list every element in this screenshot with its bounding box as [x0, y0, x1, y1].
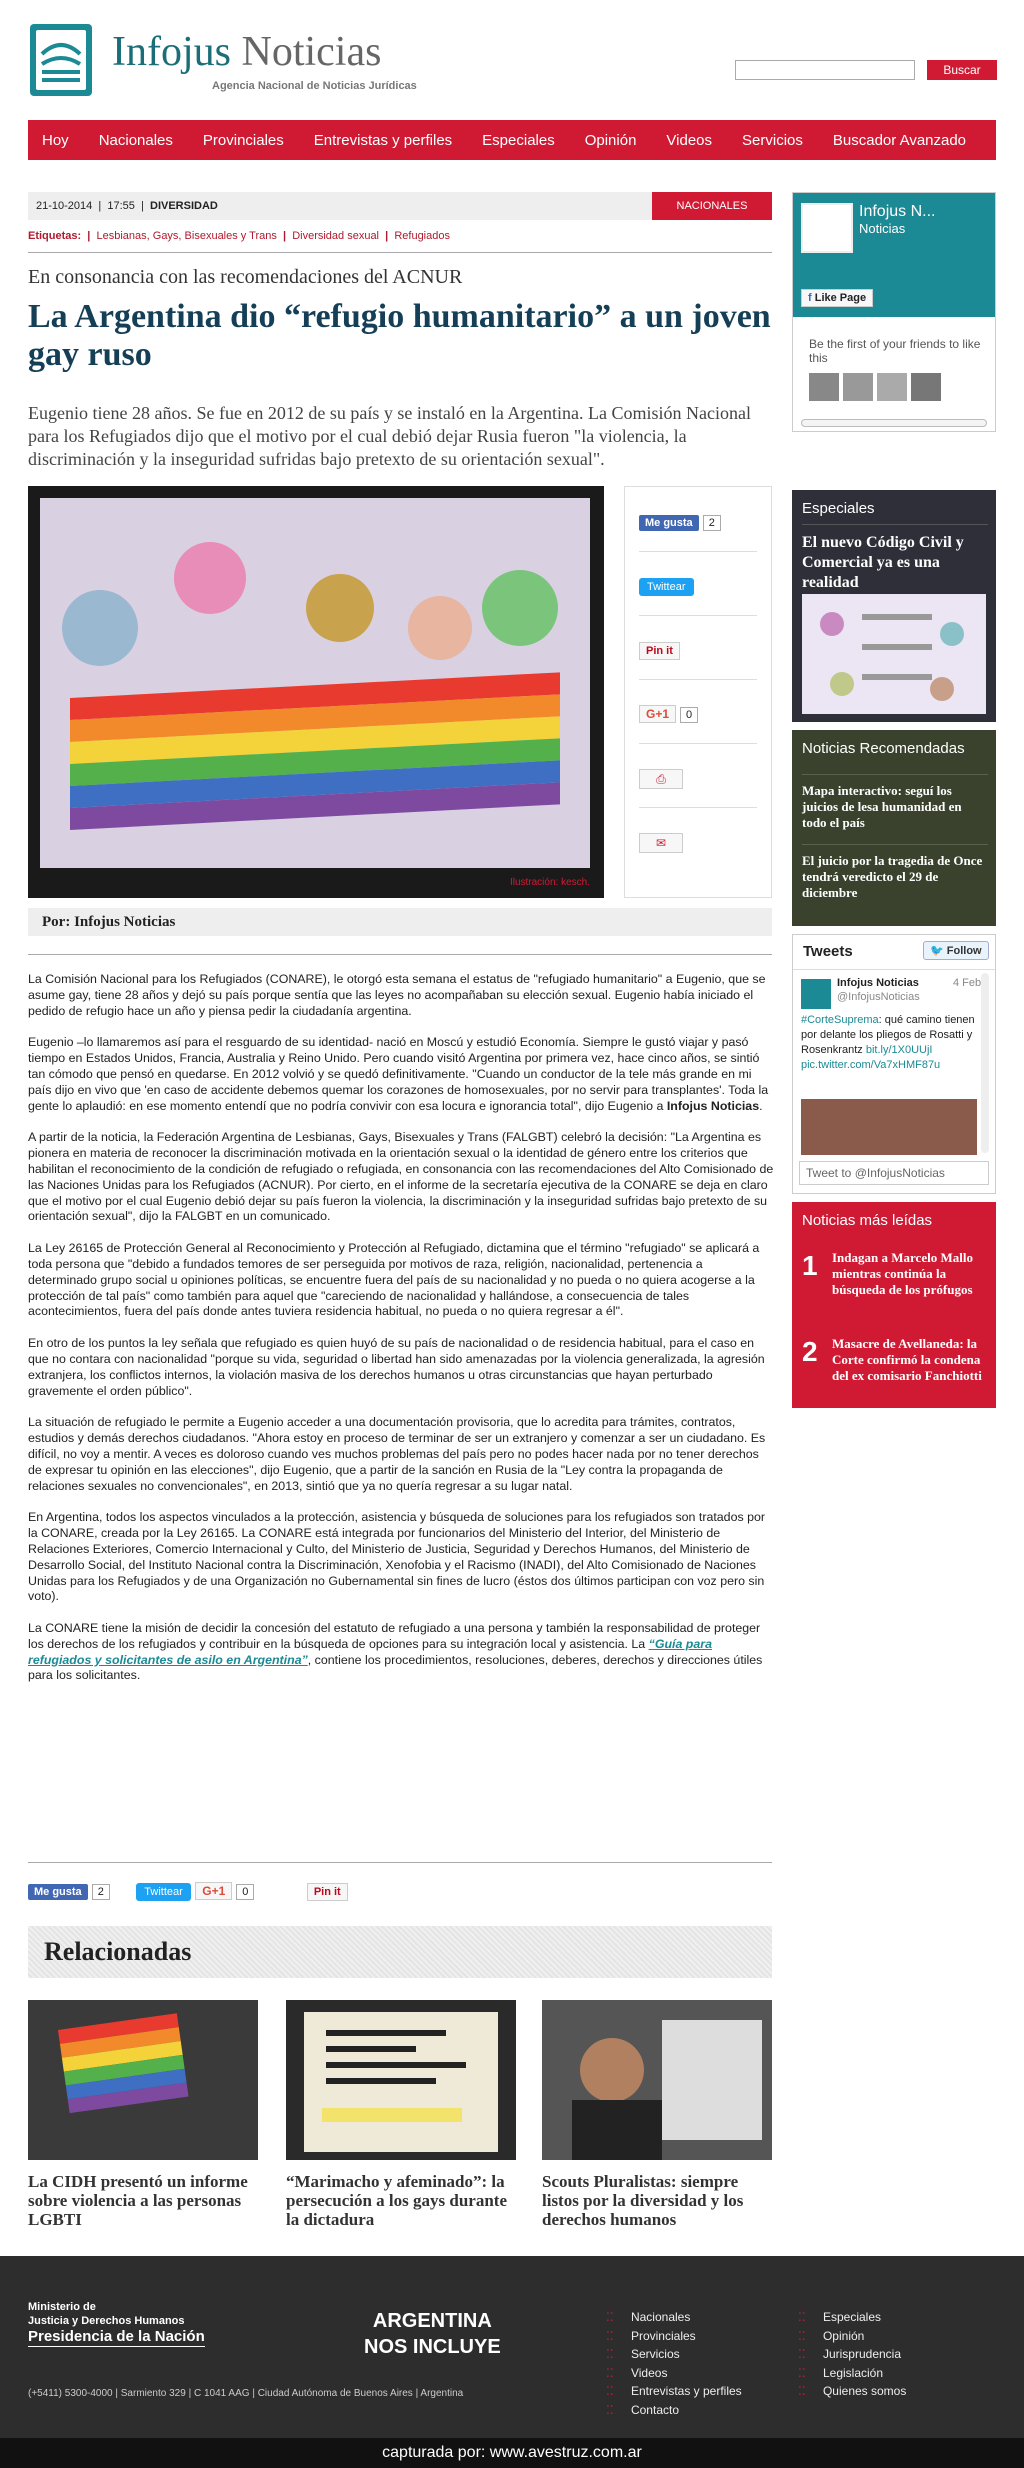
- section-button[interactable]: NACIONALES: [652, 192, 772, 220]
- like-count: 2: [703, 515, 721, 531]
- divider: [639, 743, 757, 744]
- email-icon[interactable]: ✉: [639, 833, 683, 853]
- masleidas-link[interactable]: Indagan a Marcelo Mallo mientras continúa la búsqueda de los prófugos: [832, 1250, 973, 1297]
- nav-item-opinion[interactable]: Opinión: [584, 131, 637, 149]
- article-meta-bar: 21-10-2014 | 17:55 | DIVERSIDAD: [28, 192, 772, 220]
- rank-number: 2: [802, 1336, 818, 1367]
- tweets-scrollbar[interactable]: [981, 973, 989, 1153]
- gplus-button[interactable]: G+1: [639, 705, 676, 723]
- nav-item-nacionales[interactable]: Nacionales: [98, 131, 173, 149]
- footer-link[interactable]: ⁚⁚ Legislación: [798, 2364, 906, 2383]
- rank-number: 1: [802, 1250, 818, 1281]
- avatar[interactable]: [877, 373, 907, 401]
- recomendadas-title: Noticias Recomendadas: [802, 740, 965, 757]
- related-title: Relacionadas: [28, 1926, 772, 1978]
- facebook-cover: [793, 193, 995, 317]
- fb-like-label: Like Page: [814, 292, 867, 304]
- body-paragraph: [28, 1621, 774, 1684]
- tag-link[interactable]: Refugiados: [394, 230, 450, 242]
- footer-link[interactable]: ⁚⁚ Entrevistas y perfiles: [606, 2382, 742, 2401]
- nav-item-provinciales[interactable]: Provinciales: [202, 131, 284, 149]
- body-paragraph: En otro de los puntos la ley señala que refugiado es quien huyó de su país de nacionalidad o de residencia habitual, para el caso en que no contara con nacionalidad "porque su vida, seguridad o libertad han sido amenazadas por la violencia generalizada, la agresión extranjera, los conflictos internos, la violación masiva de los derechos humanos u otras circunstancias que hayan perturbado gravemente el orden público".: [28, 1336, 765, 1398]
- fb-page-subname: Noticias: [859, 221, 906, 236]
- gplus-count: 0: [236, 1884, 254, 1900]
- tweet-author[interactable]: Infojus Noticias: [837, 977, 919, 989]
- fb-page-name[interactable]: Infojus N...: [859, 203, 936, 220]
- recomendada-link[interactable]: Mapa interactivo: seguí los juicios de lesa humanidad en todo el país: [802, 774, 988, 831]
- nav-item-hoy[interactable]: Hoy: [42, 131, 69, 149]
- tweet-button[interactable]: Twittear: [639, 578, 694, 596]
- footer-link[interactable]: ⁚⁚ Provinciales: [606, 2327, 742, 2346]
- article-body: [28, 972, 774, 1700]
- nav-item-servicios[interactable]: Servicios: [742, 131, 803, 149]
- avatar[interactable]: [843, 373, 873, 401]
- tweet-text: [801, 1013, 977, 1073]
- fb-friend-avatars: [809, 373, 941, 401]
- related-title-link[interactable]: La CIDH presentó un informe sobre violencia a las personas LGBTI: [28, 2172, 248, 2229]
- divider: [793, 969, 995, 970]
- tweet-date[interactable]: 4 Feb: [953, 977, 982, 989]
- body-text: Eugenio –lo llamaremos así para el resguardo de su identidad- nació en Moscú y estudió Economía. Siempre le gustó viajar y pasó tiempo en Estados Unidos, Francia, Australia y Reino Unido. Pero cuando visitó Argentina por primera vez, hace cinco años, se sintió tan cómodo que pensó en quedarse. En 2012 volvió y se quedó definitivamente. "Cuando un conductor de la tele más grande en mi país dijo en vivo que 'en caso de accidente debemos quemar los corazones de homosexuales, por no servir para transplantes'. Toda la gente lo aplaudió: en ese momento entendí que no podría convivir con esa locura e ignorancia total", dijo Eugenio a: [28, 1035, 769, 1113]
- fb-like-page-button[interactable]: [801, 289, 873, 307]
- body-text: La CONARE tiene la misión de decidir la concesión del estatuto de refugiado a una persona y también la responsabilidad de proteger los derechos de los refugiados y contribuir en la búsqueda de opciones para su integración local y asistencia. La: [28, 1621, 761, 1651]
- tag-link[interactable]: Lesbianas, Gays, Bisexuales y Trans: [96, 230, 277, 242]
- divider: [28, 954, 772, 955]
- masleidas-title: Noticias más leídas: [802, 1212, 933, 1229]
- body-text: , contiene los procedimientos, resoluciones, deberes, derechos y direcciones útiles para los solicitantes.: [28, 1652, 763, 1683]
- tags-label: Etiquetas:: [28, 230, 82, 242]
- footer-link[interactable]: ⁚⁚ Opinión: [798, 2327, 906, 2346]
- search-button[interactable]: Buscar: [927, 60, 997, 80]
- main-nav: [28, 120, 996, 160]
- tweet-link[interactable]: bit.ly/1X0UUjI pic.twitter.com/Va7xHMF87u: [801, 1044, 941, 1071]
- related-card[interactable]: [28, 2000, 258, 2229]
- related-card[interactable]: [286, 2000, 516, 2229]
- pinit-button[interactable]: Pin it: [639, 642, 680, 660]
- nav-item-especiales[interactable]: Especiales: [482, 131, 555, 149]
- body-paragraph: La Ley 26165 de Protección General al Reconocimiento y Protección al Refugiado, dictamina que el término "refugiado" se aplicará a toda persona que "debido a fundados temores de ser perseguida por motivos de raza, religión, nacionalidad, pertenencia a determinado grupo social u opiniones políticas, se encuentre fuera del país de su nacionalidad y no pueda o no quiera acogerse a la protección de tal país" como también para aquel que "careciendo de nacionalidad y hallándose, a consecuencia de tales acontecimientos, fuera del país donde antes tuviera residencia habitual, no pueda o no quiera regresar a él".: [28, 1241, 760, 1319]
- footer-link[interactable]: ⁚⁚ Jurisprudencia: [798, 2345, 906, 2364]
- divider: [28, 252, 772, 253]
- article-time: 17:55: [107, 200, 135, 212]
- fb-friends-text: Be the first of your friends to like this: [809, 337, 981, 365]
- fb-scrollbar[interactable]: [801, 419, 987, 427]
- recomendadas-panel: [792, 730, 996, 926]
- footer-link[interactable]: ⁚⁚ Contacto: [606, 2401, 742, 2420]
- article-section: DIVERSIDAD: [150, 200, 218, 212]
- footer-link[interactable]: ⁚⁚ Servicios: [606, 2345, 742, 2364]
- masleidas-panel: [792, 1202, 996, 1408]
- tweet-to-input[interactable]: Tweet to @InfojusNoticias: [799, 1161, 989, 1185]
- body-text: .: [759, 1098, 763, 1113]
- avatar[interactable]: [809, 373, 839, 401]
- site-logo-text[interactable]: [112, 28, 381, 76]
- article-lead: Eugenio tiene 28 años. Se fue en 2012 de su país y se instaló en la Argentina. La Comisión Nacional para los Refugiados dijo que el motivo por el cual debió dejar Rusia fueron "la violencia, la discriminación y la inseguridad sufridas bajo pretexto de su orientación sexual".: [28, 403, 752, 469]
- tweets-title: Tweets: [803, 943, 853, 960]
- footer-link[interactable]: ⁚⁚ Videos: [606, 2364, 742, 2383]
- ministry-line1: Ministerio de: [28, 2301, 96, 2313]
- article-byline: Por: Infojus Noticias: [28, 908, 772, 936]
- guide-link[interactable]: “Guía para refugiados y solicitantes de asilo en Argentina”: [28, 1636, 712, 1667]
- footer-link[interactable]: ⁚⁚ Especiales: [798, 2308, 906, 2327]
- footer-link[interactable]: ⁚⁚ Quienes somos: [798, 2382, 906, 2401]
- avatar[interactable]: [911, 373, 941, 401]
- facebook-widget: [792, 192, 996, 432]
- body-paragraph: La Comisión Nacional para los Refugiados (CONARE), le otorgó esta semana el estatus de "refugiado humanitario" a Eugenio, que se asume gay, tiene 28 años y dejó su país porque sentía que las leyes no acompañaban su elección sexual. Eugenio había iniciado el pedido de refugio hace un año y piensa pedir la ciudadanía argentina.: [28, 972, 766, 1018]
- divider: [28, 1862, 772, 1863]
- avatar[interactable]: [801, 979, 831, 1009]
- especiales-title: Especiales: [802, 500, 875, 517]
- footer-col1: [606, 2308, 742, 2419]
- divider: [639, 679, 757, 680]
- twitter-widget: [792, 934, 996, 1194]
- divider: [639, 807, 757, 808]
- related-card[interactable]: [542, 2000, 772, 2229]
- site-footer: [0, 2256, 1024, 2468]
- twitter-bird-icon: 🐦: [930, 945, 947, 957]
- especiales-panel: [792, 490, 996, 722]
- gplus-button[interactable]: G+1: [195, 1882, 232, 1900]
- capture-watermark: capturada por: www.avestruz.com.ar: [0, 2438, 1024, 2468]
- tweet-handle: @InfojusNoticias: [837, 991, 920, 1003]
- related-photo[interactable]: [28, 2000, 258, 2160]
- rainbow-illustration: [40, 498, 590, 868]
- footer-address: (+5411) 5300-4000 | Sarmiento 329 | C 1041 AAG | Ciudad Autónoma de Buenos Aires | Argentina: [28, 2388, 464, 2399]
- tweet-button[interactable]: Twittear: [136, 1883, 191, 1901]
- tweet-photo[interactable]: [801, 1099, 977, 1155]
- fb-like-button[interactable]: Me gusta: [639, 515, 699, 531]
- argentina-logo: [364, 2308, 501, 2360]
- footer-link[interactable]: ⁚⁚ Nacionales: [606, 2308, 742, 2327]
- follow-button[interactable]: [923, 941, 989, 960]
- ministry-line2: Justicia y Derechos Humanos: [28, 2315, 185, 2327]
- presidencia-label: Presidencia de la Nación: [28, 2328, 205, 2345]
- masleidas-link[interactable]: Masacre de Avellaneda: la Corte confirmó la condena del ex comisario Fanchiotti: [832, 1336, 982, 1383]
- facebook-icon: f: [808, 292, 815, 304]
- especiales-headline[interactable]: El nuevo Código Civil y Comercial ya es una realidad: [802, 524, 988, 593]
- gplus-count: 0: [680, 707, 698, 723]
- related-title-link[interactable]: “Marimacho y afeminado”: la persecución a los gays durante la dictadura: [286, 2172, 507, 2229]
- logo-icon[interactable]: [30, 24, 92, 96]
- bottom-share-row: [28, 1882, 348, 1901]
- related-photo[interactable]: [286, 2000, 516, 2160]
- search-input[interactable]: [735, 60, 915, 80]
- print-icon[interactable]: ⎙: [639, 769, 683, 789]
- ministry-logo[interactable]: [28, 2300, 205, 2347]
- divider: [639, 551, 757, 552]
- body-paragraph: [28, 1035, 774, 1114]
- share-column: [624, 486, 772, 898]
- especiales-image[interactable]: [802, 594, 986, 714]
- tag-link[interactable]: Diversidad sexual: [292, 230, 380, 242]
- logo-main: Infojus: [112, 29, 231, 75]
- tags-row: Etiquetas: | Lesbianas, Gays, Bisexuales y Trans | Diversidad sexual | Refugiados: [28, 230, 450, 242]
- nav-item-entrevistas[interactable]: Entrevistas y perfiles: [313, 131, 453, 149]
- article-date: 21-10-2014: [36, 200, 93, 212]
- tweet-body: : qué camino tienen por delante los pliegos de Rosatti y Rosenkrantz: [801, 1014, 975, 1056]
- body-paragraph: La situación de refugiado le permite a Eugenio acceder a una documentación provisoria, que lo acredita para trámites, contratos, estudios y demás derechos ciudadanos. "Ahora estoy en proceso de terminar de ser un extranjero y comenzar a ser un ciudadano. Es difícil, no voy a mentir. A veces es doloroso cuando ves muchos problemas del país pero no podes hacer nada por no tener derechos de expresar tu opinión en las elecciones", dijo Eugenio, que a partir de la sanción en Rusia de la "Ley contra la propaganda de relaciones sexuales no convencionales", en 2013, sintió que ya no quería regresar a su lugar natal.: [28, 1415, 766, 1493]
- article-headline: La Argentina dio “refugio humanitario” a un joven gay ruso: [28, 298, 771, 373]
- body-bold: Infojus Noticias: [666, 1098, 760, 1113]
- follow-label: Follow: [946, 945, 982, 957]
- tweet-hashtag[interactable]: #CorteSuprema: [801, 1014, 879, 1026]
- article-kicker: En consonancia con las recomendaciones del ACNUR: [28, 266, 463, 288]
- nav-item-videos[interactable]: Videos: [666, 131, 713, 149]
- like-count: 2: [92, 1884, 110, 1900]
- related-title-link[interactable]: Scouts Pluralistas: siempre listos por la diversidad y los derechos humanos: [542, 2172, 744, 2229]
- related-photo[interactable]: [542, 2000, 772, 2160]
- argentina-line1: ARGENTINA: [372, 2310, 492, 2332]
- page-logo-icon: [801, 203, 853, 253]
- divider: [639, 615, 757, 616]
- recomendada-link[interactable]: El juicio por la tragedia de Once tendrá veredicto el 29 de diciembre: [802, 844, 988, 901]
- body-paragraph: En Argentina, todos los aspectos vinculados a la protección, asistencia y búsqueda de soluciones para los refugiados son tratados por la CONARE, creada por la Ley 26165. La CONARE está integrada por funcionarios del Ministerio del Interior, del Ministerio de Relaciones Exteriores, Comercio Internacional y Culto, del Ministerio de Justicia, Seguridad y Derechos Humanos, del Ministerio de Desarrollo Social, del Instituto Nacional contra la Discriminación, Xenofobia y el Racismo (INADI), del Alto Comisionado de Naciones Unidas para los Refugiados y de una Organización no Gubernamental sin fines de lucro (éstos dos últimos participan con voz pero sin voto).: [28, 1510, 766, 1604]
- body-paragraph: A partir de la noticia, la Federación Argentina de Lesbianas, Gays, Bisexuales y Trans (FALGBT) celebró la decisión: "La Argentina es pionera en materia de reconocer la discriminación motivada en la orientación sexual o la identidad de género entre los criterios que habilitan el reconocimiento de la condición de refugiado o refugiada, en consonancia con las recomendaciones del Alto Comisionado de las Naciones Unidas para los Refugiados (ACNUR). Por cierto, en el informe de la secretaría ejecutiva de la CONARE se deja en claro que el motivo por el cual Eugenio debió dejar su país fueron la violencia, la discriminación y la inseguridad sufridas bajo pretexto de su orientación sexual", dijo la FALGBT en un comunicado.: [28, 1130, 774, 1224]
- nav-item-buscador[interactable]: Buscador Avanzado: [832, 131, 967, 149]
- image-caption: Ilustración: kesch.: [509, 877, 590, 888]
- pinit-button[interactable]: Pin it: [307, 1883, 348, 1901]
- logo-second: Noticias: [241, 29, 382, 75]
- fb-like-button[interactable]: Me gusta: [28, 1884, 88, 1900]
- article-image: [28, 486, 604, 898]
- footer-col2: [798, 2308, 906, 2401]
- argentina-line2: NOS INCLUYE: [364, 2336, 501, 2358]
- logo-subtitle: Agencia Nacional de Noticias Jurídicas: [212, 80, 417, 92]
